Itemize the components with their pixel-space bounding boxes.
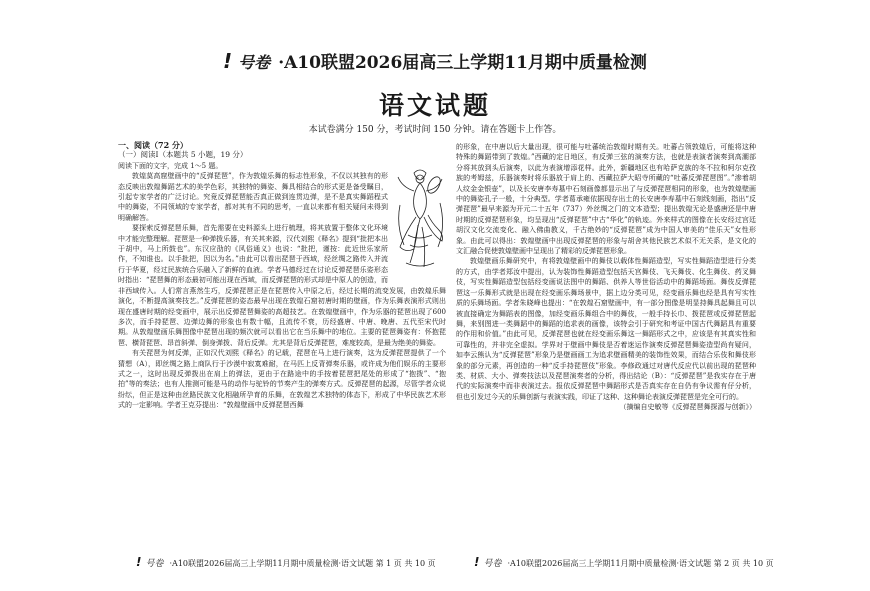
footer-brand-mark: ! — [136, 555, 142, 569]
source-citation: （摘编自史敏等《反弹琵琶舞探源与创新》） — [619, 403, 756, 412]
reverse-pipa-dancer-icon — [394, 165, 446, 277]
exam-title: ·A10联盟2026届高三上学期11月期中质量检测 — [278, 53, 647, 73]
footer-page-2 — [474, 555, 774, 569]
footer-text: ·A10联盟2026届高三上学期11月期中质量检测·语文试题 第 1 页 共 10 页 — [169, 559, 436, 568]
instruction: 阅读下面的文字，完成 1～5 题。 — [118, 161, 223, 170]
paragraph: 的形象，在中唐以后大量出现，很可能与吐蕃统治敦煌时期有关。吐蕃占领敦煌后，可能将这种特殊的舞蹈带到了敦煌。”西藏的定日地区，有反弹三弦的演奏方法，也就是表演者演奏到高潮部分将其放到头后演奏，以此为表演增添花样。此外，新疆地区也有哈萨克族的冬不拉和柯尔克孜族的考姆兹，乐器演奏时将乐器放于肩上的、西藏拉萨大昭寺所藏的“吐蕃反弹琵琶图”。”渗着胡人纹金金银壶”，以及长安唐李寿墓中石刻画像都显示出了与反弹琵琶相同的形象，也为敦煌壁画中的舞姿孔子一般，十分典型。学者葛承雍依据现存出土的长安唐李寿墓中石刻线刻画，指出“反弹琵琶”最早来源为开元二十五年（737）外丝绸之门的文本造型；提出敦煌无论是盛唐还是中唐时期的反弹琵琶形象，均呈现出“反弹琵琶”中古“华化”的轨迹。外来样式的图像在长安经过宫廷胡汉文化交流变化、融入佛曲教义，千古绝妙的“反弹琵琶”成为中国人审美的“佳乐天”女性形象。由此可以得出：敦煌壁画中出现反弹琵琶的形象与胡舍其他民族艺术似不无关系，是文化的文汇融合促使敦煌壁画中呈现出了精彩的反弹琵琶形象。 — [456, 143, 756, 256]
footer-text: ·A10联盟2026届高三上学期11月期中质量检测·语文试题 第 2 页 共 10 页 — [507, 559, 774, 568]
paragraph: 要探索反弹琵琶乐舞，首先需要在史料源头上进行梳理，将其放置于整体文化环境中才能完整理解。琵琶是一种弹拨乐器，有关其来源，汉代刘熙《释名》提到“批把本出于胡中，马上所鼓也”。东汉应劭的《风俗通义》也说：“批把，谨按：此近世乐家所作，不知谁也。以手批把，因以为名。”由此可以看出琵琶于西域，经丝绸之路传入并流行于华夏，经过民族统合乐融入了新鲜的血液。学者马德经过在讨论反弹琵琶乐姿形态时指出：“琵琶舞的形态最初可能出现在西域，而反弹琵琶的形式却是中原人的创造，而非西域传入。人们常言燕然生巧，反弹琵琶正是在琵琶传入中原之后，经过长期的流变发展，由敦煌乐舞演化，不断提高演奏技艺。”反弹琵琶的姿态最早出现在敦煌石窟初唐时期的壁画，作为乐舞表演形式则出现在盛唐时期的经变画中，展示出反弹琵琶舞姿的高超技艺。在敦煌壁画中，作为乐器的琵琶出现了600多次，而手持琵琶、边弹边舞的形象也有数十幅，且流传不衰，历经盛唐、中唐、晚唐、五代至宋代时期。从敦煌壁画乐舞图像中琵琶出现的频次就可以看出它在当乐舞中的地位。主要的琵琶舞姿有：怀抱琵琶、横背琵琶、昂首斜弹、倒身弹拨、背后反弹。尤其是背后反弹琵琶，难度较高，是最为绝美的舞姿。 — [118, 224, 446, 347]
footer-brand-mark: ! — [474, 555, 480, 569]
right-column — [456, 142, 756, 413]
paragraph: 有关琵琶为何反弹，正如汉代刘熙《释名》的记载，琵琶在马上进行演奏，这为反弹琵琶提供了一个猜想（A），即丝绸之路上商队行于沙漠中寂寞难耐，在马匹上反背弹奏乐器，或许成为他们娱乐的主要形式之一，这时出现反弹拨出在肩上的弹法，更由于在路途中的手按着琵琶把尾处的形成了“抱拨”、“抱拍”等的奏法；也有人推测可能是马的动作与驼铃的节奏产生的弹奏方式。反弹琵琶的起源，尽管学者众说纷纭，但正是这种由丝路民族文化相融所孕育的乐舞，在敦煌艺术独特的体态下，形成了中华民族艺术形式的一定影响。学者王克芬提出：“敦煌壁画中反弹琵琶西舞 — [118, 349, 446, 410]
section-heading: 一、阅读（72 分） — [118, 140, 188, 150]
subject-title: 语文试题 — [378, 91, 491, 120]
header-line — [223, 48, 647, 73]
subsection-heading: （一）阅读Ⅰ（本题共 5 小题，19 分） — [118, 150, 248, 160]
paragraph: 敦煌壁画乐舞研究中，有将敦煌壁画中的舞伎以载体性舞蹈造型，写实性舞蹈造型进行分类的方式，由学者郑汝中提出，认为装饰性舞蹈造型包括天宫舞伎、飞天舞伎、化生舞伎、药叉舞伎，写实性舞蹈造型包括经变画说法图中的舞蹈、供养人等世俗活动中的舞蹈场面。舞伎反弹琵琶这一乐舞形式就是出现在经变画乐舞场景中，据上边分类可见，经变画乐舞也经是具有写实性质的乐舞场面。学者朱晓峰也提出：“在敦煌石窟壁画中，有一部分图像是明显持舞具起舞且可以被直接确定为舞蹈表的图像，加经变画乐舞组合中的舞伎，一般手持长巾、拨琵琶或反弹琵琶起舞，来别图进一类舞蹈中的舞蹈的追求表的画像，该特会引于研究和考证中国古代舞蹈具有重要的作用和价值。”由此可见，反弹琵琶也就在经变画乐舞这一舞蹈形式之中，应该是有其真实性和可靠性的，并非完全虚拟。学界对于壁画中舞伎是否着迷运作演奏反弹琵琶舞姿造型尚有疑问，如李云熊认为“反弹琵琶”形象乃是壁画画工为追求壁画精美的装饰性效果，而结合乐伎和舞伎形象的部分元素，再创造的一种“反手持琵琶伎”形象。李修政通过对唐代反应代以前出现的琵琶种类、材质、大小、弹奏技法以及琵琶演奏者的分析，得出结论（B）：“反弹琵琶”是我实存在于唐代的实际演奏中而非表演过去。报依反弹琵琶中舞蹈形式是否真实存在自仍有争议需有仔分析，但也引发过今天的乐舞创新与表演实践，印证了这种、这种舞论表演反弹琵琶是完全可行的。 — [456, 257, 756, 401]
footer-page-1 — [136, 555, 436, 569]
brand-mark: ! — [223, 49, 233, 73]
left-column — [118, 140, 446, 411]
footer-brand-name: 号卷 — [145, 559, 164, 569]
paragraph: 敦煌莫高窟壁画中的“反弹琵琶”，作为敦煌乐舞的标志性形象，不仅以其独有的形态反映出敦煌舞蹈艺术的美学色彩，其独特的舞姿、舞具相结合的形式更是备受瞩目，引起专家学者的广泛讨论。究竟反弹琵琶能否真正做到连贯边弹，是不是真实舞蹈程式中的舞姿，不同领域的专家学者，都对其有不同的思考，一直以来都有相关疑问未得到明确解答。 — [118, 172, 388, 222]
page-header — [0, 48, 870, 73]
dunhuang-dancer-illustration — [394, 165, 446, 277]
brand-name: 号卷 — [238, 53, 271, 72]
footer-brand-name: 号卷 — [483, 559, 502, 569]
exam-note: 本试卷满分 150 分，考试时间 150 分钟。请在答题卡上作答。 — [308, 125, 562, 135]
